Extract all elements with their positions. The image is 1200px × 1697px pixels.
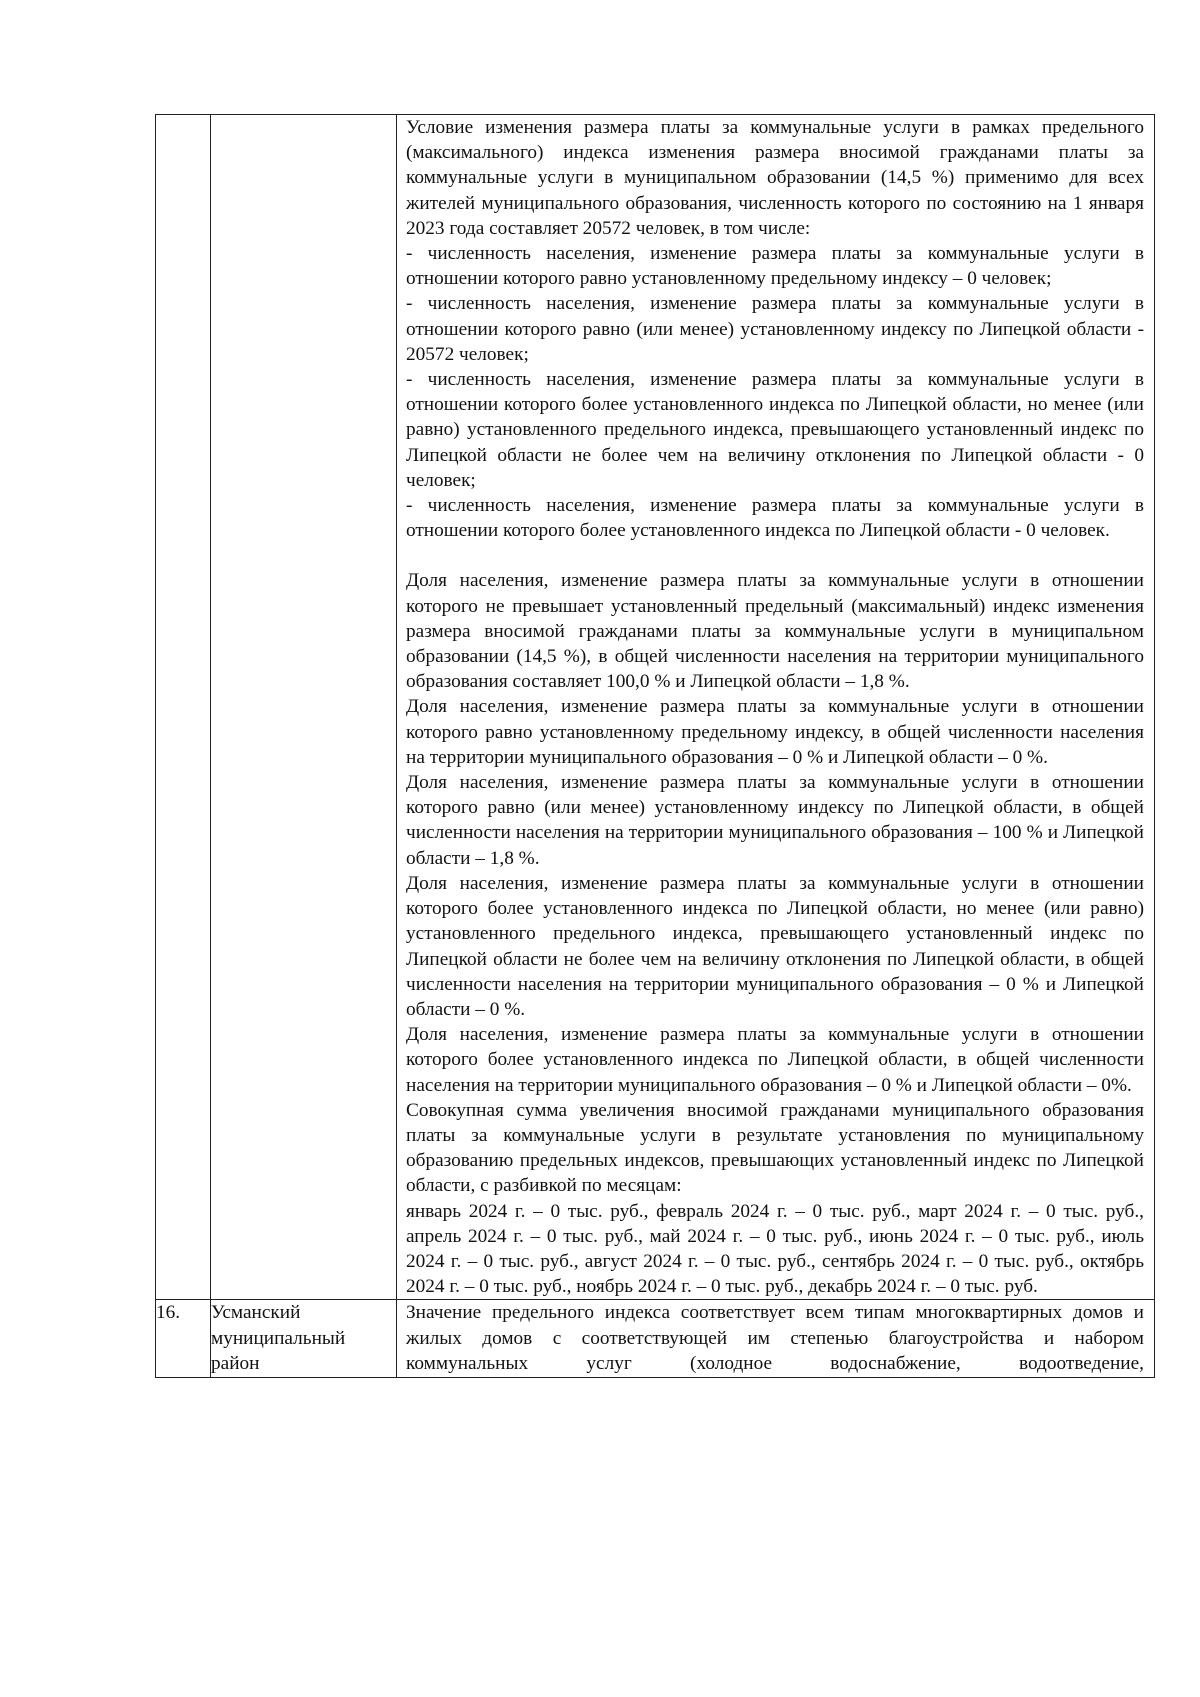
paragraph-share-not-exceed: Доля населения, изменение размера платы за коммунальные услуги в отношении которого не превышает установленный предельный (максимальный) индекс изменения размера вносимой гражданами платы за коммунальные услуги в муниципальном образовании (14,5 %), в общей численности населения на территории муниципального образования составляет 100,0 % и Липецкой области – 1,8 %.	[406, 570, 1144, 693]
document-table	[155, 114, 1155, 1378]
paragraph-condition: Условие изменения размера платы за коммунальные услуги в рамках предельного (максимального) индекса изменения размера вносимой гражданами платы за коммунальные услуги в муниципальном образовании (14,5 %) применимо для всех жителей муниципального образования, численность которого по состоянию на 1 января 2023 года составляет 20572 человек, в том числе:	[406, 117, 1144, 239]
paragraph-share-between: Доля населения, изменение размера платы за коммунальные услуги в отношении которого более установленного индекса по Липецкой области, но менее (или равно) установленного предельного индекса, превышающего установленный индекс по Липецкой области не более чем на величину отклонения по Липецкой области, в общей численности населения на территории муниципального образования – 0 % и Липецкой области – 0 %.	[406, 872, 1144, 1020]
paragraph-population-equal-limit: - численность населения, изменение размера платы за коммунальные услуги в отношении которого равно установленному предельному индексу – 0 человек;	[406, 243, 1144, 290]
municipality-name-cell	[211, 115, 397, 1300]
description-cell	[397, 115, 1155, 1300]
description-cell	[397, 1300, 1155, 1378]
paragraph-share-below-region: Доля населения, изменение размера платы за коммунальные услуги в отношении которого равно (или менее) установленному индексу по Липецкой области, в общей численности населения на территории муниципального образования – 100 % и Липецкой области – 1,8 %.	[406, 772, 1144, 869]
paragraph-population-above-region: - численность населения, изменение размера платы за коммунальные услуги в отношении которого более установленного индекса по Липецкой области - 0 человек.	[406, 495, 1144, 542]
paragraph-total-increase: Совокупная сумма увеличения вносимой гражданами муниципального образования платы за коммунальные услуги в результате установления по муниципальному образованию предельных индексов, превышающих установленный индекс по Липецкой области, с разбивкой по месяцам:	[406, 1099, 1144, 1197]
paragraph-spacer	[406, 543, 1144, 568]
table-row	[156, 1300, 1155, 1378]
paragraph-population-between: - численность населения, изменение размера платы за коммунальные услуги в отношении которого более установленного индекса по Липецкой области, но менее (или равно) установленного предельного индекса, превышающего установленный индекс по Липецкой области не более чем на величину отклонения по Липецкой области - 0 человек;	[406, 369, 1144, 491]
paragraph-population-below-region: - численность населения, изменение размера платы за коммунальные услуги в отношении которого равно (или менее) установленному индексу по Липецкой области - 20572 человек;	[406, 293, 1144, 365]
paragraph-share-above-region: Доля населения, изменение размера платы за коммунальные услуги в отношении которого более установленного индекса по Липецкой области, в общей численности населения на территории муниципального образования – 0 % и Липецкой области – 0%.	[406, 1024, 1144, 1096]
table-row	[156, 115, 1155, 1300]
row-number-cell	[156, 115, 211, 1300]
paragraph-share-equal-limit: Доля населения, изменение размера платы за коммунальные услуги в отношении которого равно установленному предельному индексу, в общей численности населения на территории муниципального образования – 0 % и Липецкой области – 0 %.	[406, 696, 1144, 768]
row-number-cell: 16.	[156, 1300, 211, 1378]
paragraph-monthly-breakdown: январь 2024 г. – 0 тыс. руб., февраль 2024 г. – 0 тыс. руб., март 2024 г. – 0 тыс. руб., апрель 2024 г. – 0 тыс. руб., май 2024 г. – 0 тыс. руб., июнь 2024 г. – 0 тыс. руб., июль 2024 г. – 0 тыс. руб., август 2024 г. – 0 тыс. руб., сентябрь 2024 г. – 0 тыс. руб., октябрь 2024 г. – 0 тыс. руб., ноябрь 2024 г. – 0 тыс. руб., декабрь 2024 г. – 0 тыс. руб.	[406, 1200, 1144, 1298]
paragraph-limit-index-value: Значение предельного индекса соответствует всем типам многоквартирных домов и жилых домов с соответствующей им степенью благоустройства и набором коммунальных услуг (холодное водоснабжение, водоотведение,	[406, 1302, 1144, 1374]
municipality-name-cell: Усманский муниципальный район	[211, 1300, 397, 1378]
